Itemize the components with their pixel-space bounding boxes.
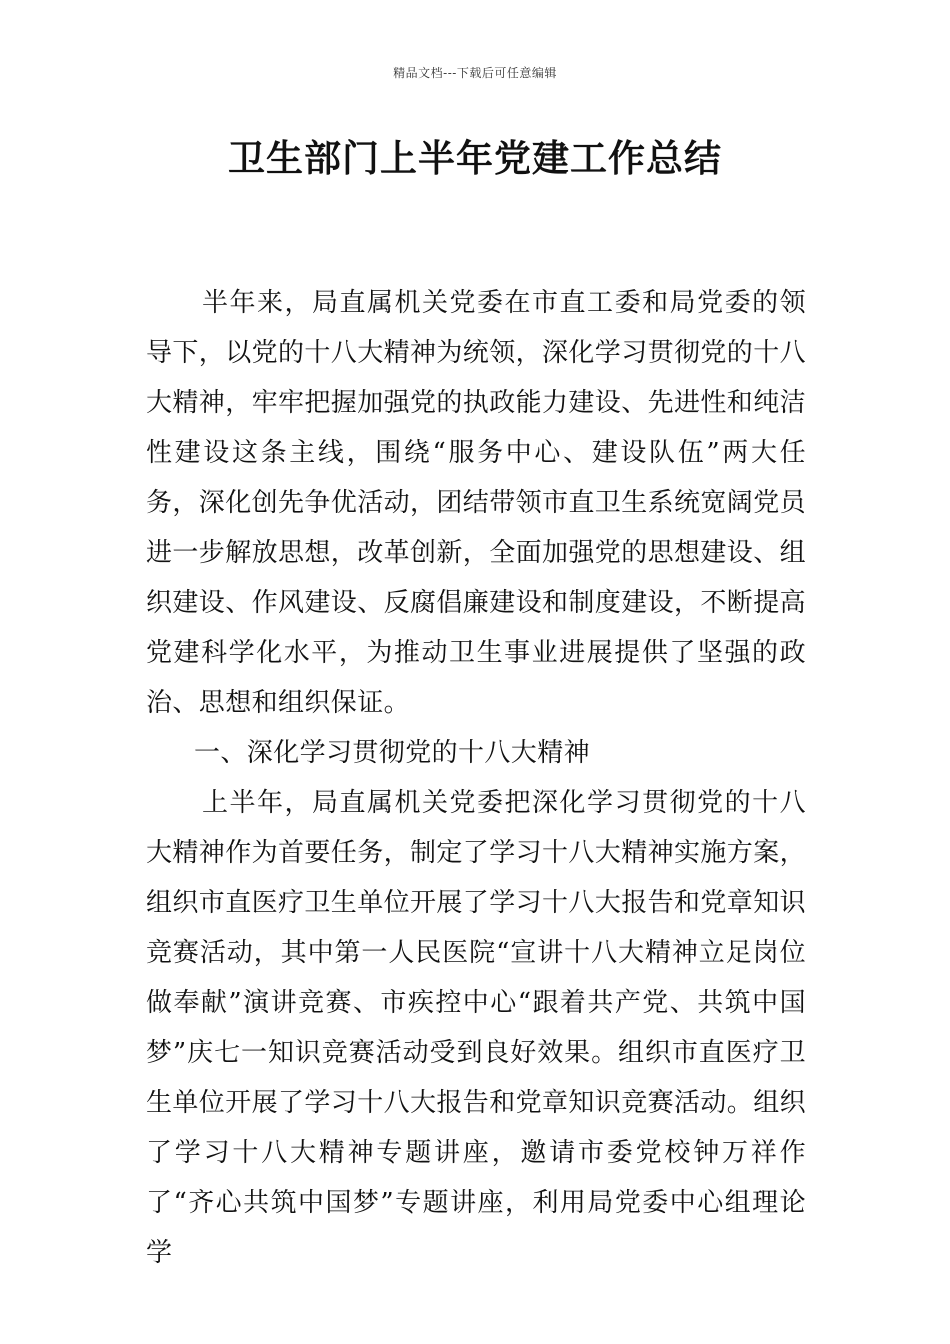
header-note: 精品文档---下载后可任意编辑	[393, 66, 557, 80]
document-body	[146, 278, 806, 1278]
section-heading-1: 一、深化学习贯彻党的十八大精神	[194, 738, 591, 768]
section-1-paragraph: 上半年，局直属机关党委把深化学习贯彻党的十八大精神作为首要任务，制定了学习十八大精神实施方案，组织市直医疗卫生单位开展了学习十八大报告和党章知识竞赛活动，其中第一人民医院“宣讲十八大精神立足岗位做奉献”演讲竞赛、市疾控中心“跟着共产党、共筑中国梦”庆七一知识竞赛活动受到良好效果。组织市直医疗卫生单位开展了学习十八大报告和党章知识竞赛活动。组织了学习十八大精神专题讲座，邀请市委党校钟万祥作了“齐心共筑中国梦”专题讲座，利用局党委中心组理论学	[146, 788, 807, 1268]
document-title: 卫生部门上半年党建工作总结	[228, 137, 722, 180]
intro-paragraph: 半年来，局直属机关党委在市直工委和局党委的领导下，以党的十八大精神为统领，深化学习贯彻党的十八大精神，牢牢把握加强党的执政能力建设、先进性和纯洁性建设这条主线，围绕“服务中心、建设队伍”两大任务，深化创先争优活动，团结带领市直卫生系统宽阔党员进一步解放思想，改革创新，全面加强党的思想建设、组织建设、作风建设、反腐倡廉建设和制度建设，不断提高党建科学化水平，为推动卫生事业进展提供了坚强的政治、思想和组织保证。	[146, 288, 807, 718]
